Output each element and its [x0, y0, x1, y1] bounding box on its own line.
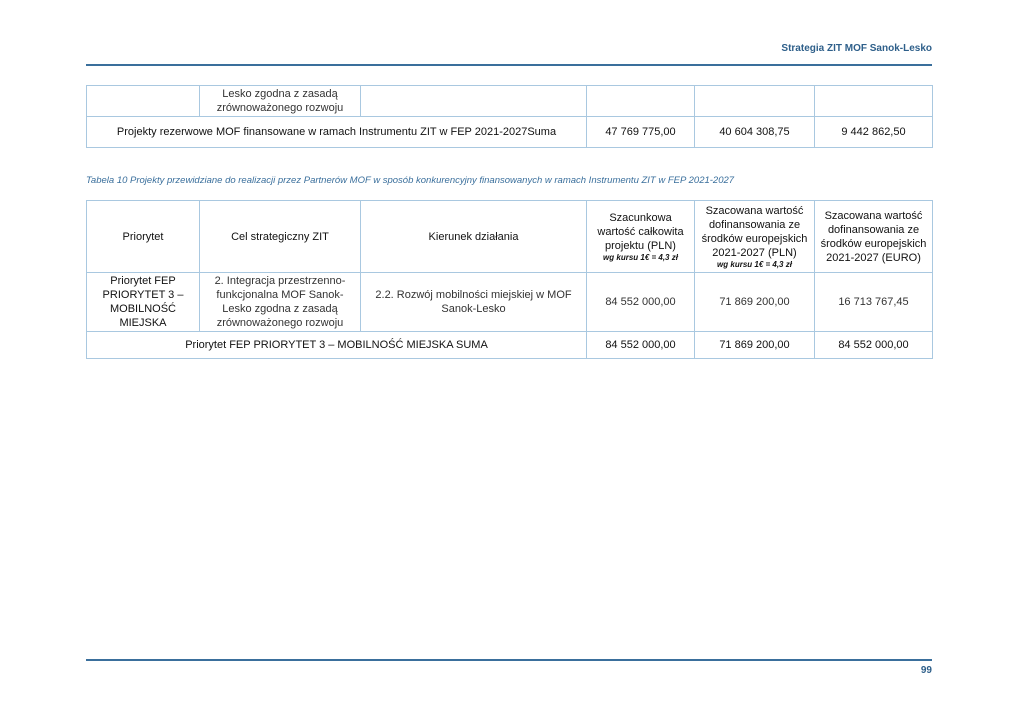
sum-dofin-pln: 40 604 308,75	[695, 117, 815, 148]
sum-row	[87, 332, 933, 359]
sum-row	[87, 117, 933, 148]
table-cell	[815, 86, 933, 117]
header-priorytet: Priorytet	[87, 201, 200, 273]
sum-wartosc: 84 552 000,00	[587, 332, 695, 359]
header-dofin-eur: Szacowana wartość dofinansowania ze środków europejskich 2021-2027 (EURO)	[815, 201, 933, 273]
sum-dofin-pln: 71 869 200,00	[695, 332, 815, 359]
cel-cell: Lesko zgodna z zasadą zrównoważonego rozwoju	[200, 86, 361, 117]
row-kierunek: 2.2. Rozwój mobilności miejskiej w MOF Sanok-Lesko	[361, 273, 587, 332]
header-cel: Cel strategiczny ZIT	[200, 201, 361, 273]
row-priorytet: Priorytet FEP PRIORYTET 3 – MOBILNOŚĆ MIEJSKA	[87, 273, 200, 332]
table-row	[87, 86, 933, 117]
row-dofin-eur: 16 713 767,45	[815, 273, 933, 332]
sum-dofin-eur: 84 552 000,00	[815, 332, 933, 359]
projects-reserve-table	[86, 85, 933, 148]
projects-competitive-table	[86, 200, 933, 359]
table-cell	[87, 86, 200, 117]
header-kierunek: Kierunek działania	[361, 201, 587, 273]
table-cell	[361, 86, 587, 117]
footer-rule	[86, 659, 932, 661]
table-cell	[695, 86, 815, 117]
table-cell	[587, 86, 695, 117]
sum-label: Projekty rezerwowe MOF finansowane w ramach Instrumentu ZIT w FEP 2021-2027Suma	[87, 117, 587, 148]
header-wartosc	[587, 201, 695, 273]
sum-dofin-eur: 9 442 862,50	[815, 117, 933, 148]
row-cel: 2. Integracja przestrzenno-funkcjonalna MOF Sanok-Lesko zgodna z zasadą zrównoważonego rozwoju	[200, 273, 361, 332]
sum-wartosc: 47 769 775,00	[587, 117, 695, 148]
row-dofin-pln: 71 869 200,00	[695, 273, 815, 332]
document-header-title: Strategia ZIT MOF Sanok-Lesko	[781, 43, 932, 54]
header-rule	[86, 64, 932, 66]
header-row	[87, 201, 933, 273]
table-caption: Tabela 10 Projekty przewidziane do realizacji przez Partnerów MOF w sposób konkurencyjny finansowanych w ramach Instrumentu ZIT w FEP 2021-2027	[86, 175, 735, 186]
page-number: 99	[920, 665, 932, 676]
table-row	[87, 273, 933, 332]
header-dofin-pln-note: wg kursu 1€ = 4,3 zł	[717, 259, 792, 269]
header-dofin-pln	[695, 201, 815, 273]
header-wartosc-note: wg kursu 1€ = 4,3 zł	[603, 252, 678, 262]
header-wartosc-label: Szacunkowa wartość całkowita projektu (PLN)	[597, 211, 684, 252]
header-dofin-pln-label: Szacowana wartość dofinansowania ze środków europejskich 2021-2027 (PLN)	[701, 204, 808, 259]
row-wartosc: 84 552 000,00	[587, 273, 695, 332]
sum-label: Priorytet FEP PRIORYTET 3 – MOBILNOŚĆ MIEJSKA SUMA	[87, 332, 587, 359]
